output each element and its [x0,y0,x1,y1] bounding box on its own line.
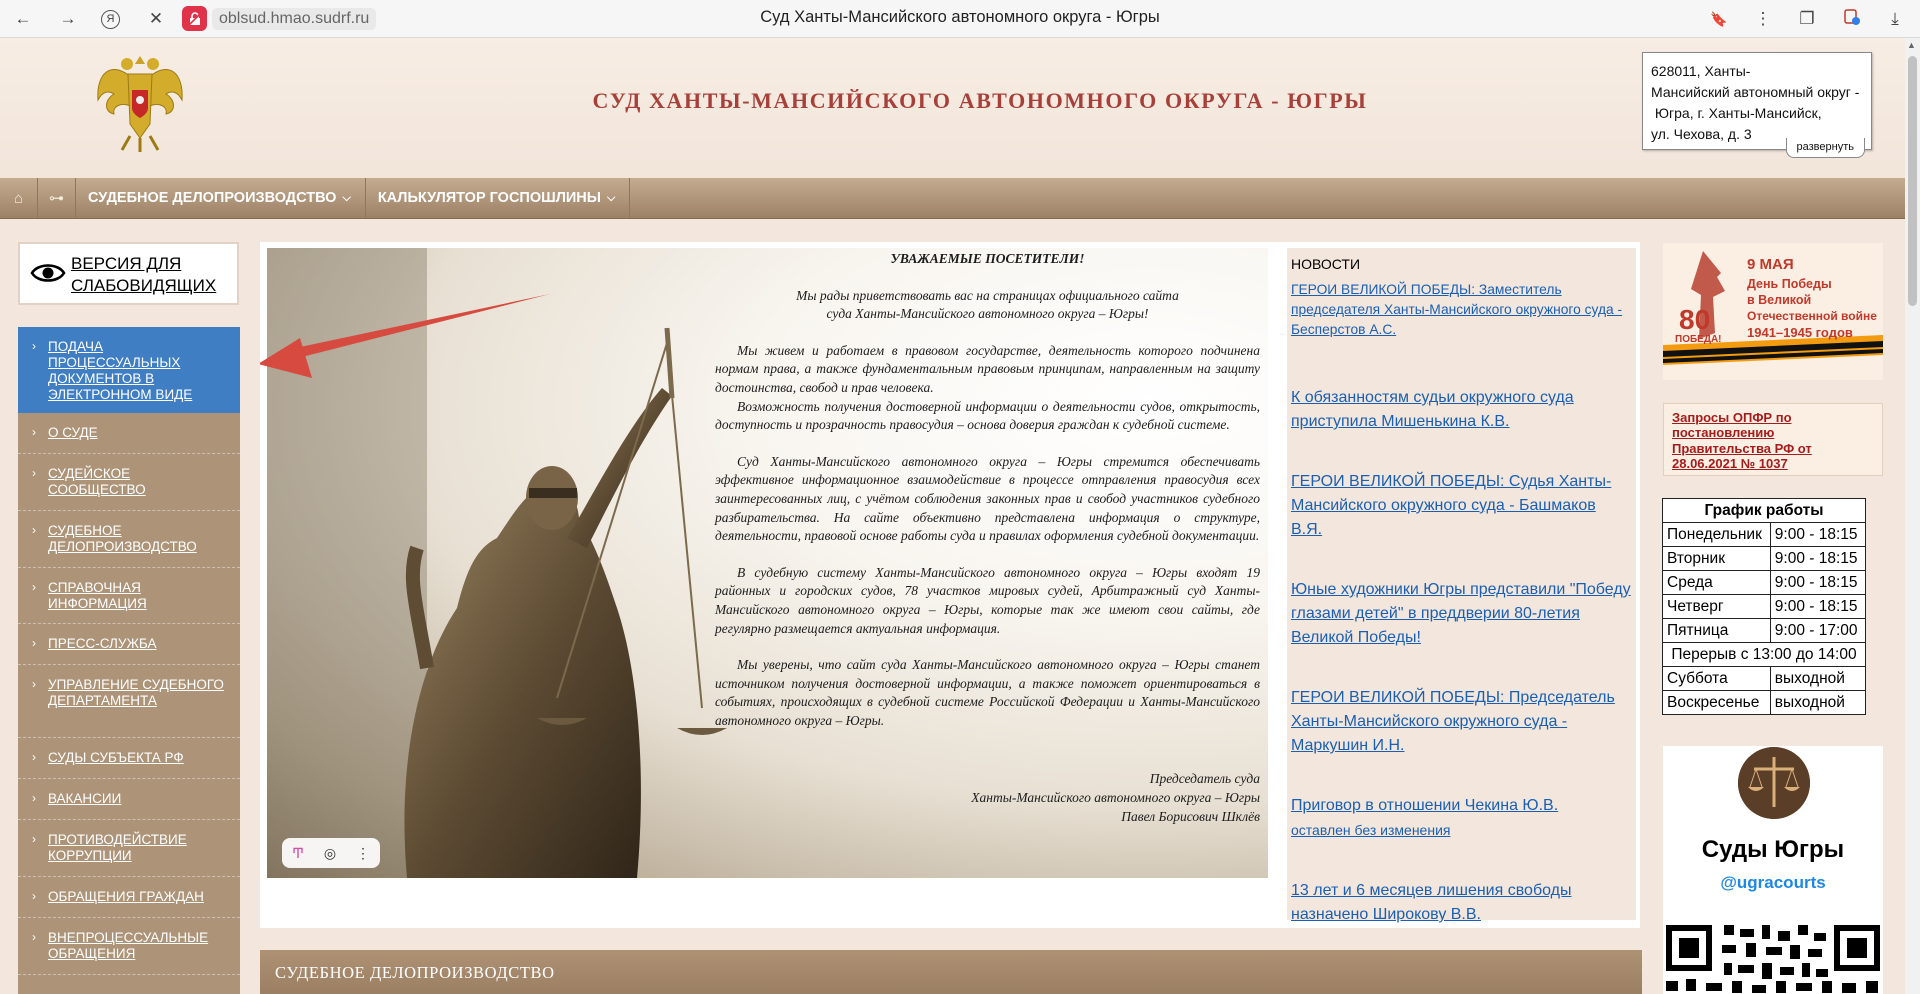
sidebar-item-label[interactable]: СУДЫ СУБЪЕКТА РФ [48,750,184,765]
sidebar-item-vacancies[interactable] [18,779,240,820]
news-item[interactable]: ГЕРОИ ВЕЛИКОЙ ПОБЕДЫ: Заместитель председателя Ханты-Мансийского окружного суда - Бесперстов А.С. [1291,282,1623,337]
victory-line: Отечественной войне [1747,309,1877,323]
social-media-block[interactable] [1663,746,1883,994]
schedule-row [1663,691,1866,715]
sidebar-item-label[interactable]: СПРАВОЧНАЯ ИНФОРМАЦИЯ [48,580,147,611]
chevron-right-icon: › [32,677,36,691]
news-item[interactable]: К обязанностям судьи окружного суда приступила Мишенькина К.В. [1291,389,1574,430]
greeting-welcome: Мы рады приветствовать вас на страницах официального сайта [796,287,1179,303]
main-content [260,242,1640,928]
schedule-hours: 9:00 - 18:15 [1770,523,1865,547]
nav-item-fee-calculator[interactable] [366,178,631,218]
section-title: СУДЕБНОЕ ДЕЛОПРОИЗВОДСТВО [275,963,555,982]
pfr-request-link[interactable]: Запросы ОПФР по постановлению Правительства РФ от 28.06.2021 № 1037 [1672,410,1812,471]
greeting-text [715,250,1260,826]
news-item[interactable]: ГЕРОИ ВЕЛИКОЙ ПОБЕДЫ: Судья Ханты-Мансийского окружного суда - Башмаков В.Я. [1291,473,1612,538]
schedule-day: Пятница [1663,619,1771,643]
sidebar-item-department[interactable] [18,665,240,738]
coat-of-arms-icon [92,50,188,156]
victory-day-banner[interactable] [1663,243,1883,380]
greeting-paragraph: В судебную систему Ханты-Мансийского автономного округа – Югры входят 19 районных и городских судов, 78 участков мировых судей, Арбитражный суд Ханты-Мансийского автономного округа – Югры, которые так же имеют свои сайты, где регулярно размещается актуальная информация. [715,564,1260,636]
scroll-thumb[interactable] [1908,56,1917,306]
sidebar-item-label[interactable]: ВНЕПРОЦЕССУАЛЬНЫЕ ОБРАЩЕНИЯ [48,930,209,961]
sidebar-item-label[interactable]: ПРОТИВОДЕЙСТВИЕ КОРРУПЦИИ [48,832,187,863]
news-item[interactable]: ГЕРОИ ВЕЛИКОЙ ПОБЕДЫ: Председатель Ханты-Мансийского окружного суда - Маркушин И.Н. [1291,689,1615,754]
chevron-right-icon: › [32,832,36,846]
news-block [1287,248,1636,923]
news-item[interactable]: 13 лет и 6 месяцев лишения свободы назначено Широкову В.В. [1291,882,1572,923]
sidebar-item-label[interactable]: ОБРАЩЕНИЯ ГРАЖДАН [48,889,204,904]
schedule-day: Понедельник [1663,523,1771,547]
signature: Председатель суда [1149,771,1260,787]
site-security-icon[interactable] [182,6,207,31]
schedule-hours: 9:00 - 18:15 [1770,547,1865,571]
sidebar-item-proceedings[interactable] [18,511,240,568]
greeting-paragraph: Мы живем и работаем в правовом государстве, деятельность которого подчинена нормам права, а также фундаментальным правовым принципам, направленным на защиту достоинства, свобод и прав человека. [715,342,1260,395]
yandex-icon[interactable]: Я [101,10,120,29]
sidebar-item-label[interactable]: О СУДЕ [48,425,98,440]
browser-toolbar [0,0,1920,38]
sidebar-item-reference[interactable] [18,568,240,624]
schedule-hours: 9:00 - 17:00 [1770,619,1865,643]
greeting-paragraph: Суд Ханты-Мансийского автономного округа – Югры стремится обеспечивать эффективное информационное взаимодействие в процессе отправления правосудия всех заинтересованных лиц, с учётом соблюдения законных прав и свобод участников судебного разбирательства. На сайте объективно представлена информация о структуре, деятельности, правовой основе работы суда и правилах оформления судебной документации. [715,453,1260,544]
page-title: Суд Ханты-Мансийского автономного округа - Югры [760,8,1160,26]
home-icon[interactable]: ⌂ [0,178,38,218]
chevron-right-icon: › [32,523,36,537]
forward-icon[interactable]: → [59,9,77,28]
greeting-heading: УВАЖАЕМЫЕ ПОСЕТИТЕЛИ! [890,251,1085,266]
signature: Ханты-Мансийского автономного округа – Югры [971,790,1260,806]
stop-loading-icon[interactable]: ✕ [148,9,164,28]
address-bar[interactable] [182,6,376,31]
victory-slogan: ПОБЕДА! [1675,334,1722,345]
chevron-right-icon: › [32,791,36,805]
extensions-icon[interactable]: ❐ [1799,9,1815,28]
sidebar-item-label[interactable]: СУДЕБНОЕ ДЕЛОПРОИЗВОДСТВО [48,523,197,554]
news-item-title: Приговор в отношении Чекина Ю.В. [1291,797,1559,814]
schedule-row [1663,667,1866,691]
address-line: Югра, г. Ханты-Мансийск, [1651,105,1822,121]
chevron-right-icon: › [32,750,36,764]
sidebar-item-label[interactable]: УПРАВЛЕНИЕ СУДЕБНОГО ДЕПАРТАМЕНТА [48,677,224,708]
schedule-hours: выходной [1770,691,1865,715]
sidebar-item-label[interactable]: ВАКАНСИИ [48,791,122,806]
sidebar-menu [18,327,240,994]
schedule-day: Вторник [1663,547,1771,571]
menu-icon[interactable]: ⋮ [1754,9,1772,28]
url-text[interactable]: oblsud.hmao.sudrf.ru [212,8,376,30]
chevron-right-icon: › [32,425,36,439]
sidebar-item-label[interactable]: СУДЕЙСКОЕ СООБЩЕСТВО [48,466,146,497]
chevron-right-icon: › [32,930,36,944]
accessibility-label-line: СЛАБОВИДЯЩИХ [71,276,217,295]
victory-line: в Великой [1747,293,1812,307]
address-text [1651,61,1867,145]
schedule-break: Перерыв с 13:00 до 14:00 [1663,643,1866,667]
sidebar-item-about[interactable] [18,413,240,454]
victory-date: 9 МАЯ [1747,256,1794,273]
schedule-day: Воскресенье [1663,691,1771,715]
news-item[interactable] [1291,794,1631,843]
schedule-day: Среда [1663,571,1771,595]
profile-icon[interactable] [1841,8,1863,30]
image-toolbar [282,838,380,868]
schedule-hours: 9:00 - 18:15 [1770,595,1865,619]
signature: Павел Борисович Шклёв [1121,808,1260,824]
social-title: Суды Югры [1701,836,1845,863]
address-line: Мансийский автономный округ - [1651,84,1860,100]
expand-address-button[interactable]: развернуть [1786,138,1865,158]
sidebar-item-anticorruption[interactable] [18,820,240,877]
sidebar-item-label[interactable]: ПРЕСС-СЛУЖБА [48,636,157,651]
red-arrow-annotation [260,242,560,382]
main-nav [0,178,1905,219]
chevron-right-icon: › [32,580,36,594]
sidebar-item-appeals[interactable] [18,877,240,918]
address-line: ул. Чехова, д. 3 [1651,126,1752,142]
pfr-request-block [1663,403,1883,476]
schedule-row [1663,571,1866,595]
schedule-day: Четверг [1663,595,1771,619]
schedule-row [1663,547,1866,571]
victory-banner-image [1663,243,1883,380]
news-item[interactable]: Юные художники Югры представили "Победу глазами детей" в преддверии 80-летия Великой Победы! [1291,581,1631,646]
translate-icon[interactable]: Ͳ [291,844,305,861]
schedule-row [1663,619,1866,643]
scroll-up-icon[interactable]: ▲ [1907,40,1916,50]
sidebar-item-press[interactable] [18,624,240,665]
schedule-hours: выходной [1770,667,1865,691]
nav-item-court-proceedings[interactable] [76,178,366,218]
back-icon[interactable]: ← [14,9,32,28]
news-list [1291,280,1631,963]
nav-item-label: СУДЕБНОЕ ДЕЛОПРОИЗВОДСТВО [88,190,337,206]
nav-item-label: КАЛЬКУЛЯТОР ГОСПОШЛИНЫ [377,190,601,206]
court-name: СУД ХАНТЫ-МАНСИЙСКОГО АВТОНОМНОГО ОКРУГА - ЮГРЫ [592,88,1368,113]
victory-years: 1941–1945 годов [1747,325,1853,340]
accessibility-label[interactable] [71,253,216,297]
schedule-title: График работы [1663,499,1866,523]
sidebar-item-courts[interactable] [18,738,240,779]
camera-icon[interactable]: ◎ [323,844,337,861]
schedule-day: Суббота [1663,667,1771,691]
page-scrollbar[interactable] [1905,38,1920,994]
victory-line: День Победы [1747,277,1832,291]
schedule-row [1663,643,1866,667]
sidebar-item-extraprocedural[interactable] [18,918,240,975]
greeting-welcome: суда Ханты-Мансийского автономного округа – Югры! [826,306,1149,322]
schedule-row [1663,595,1866,619]
sitemap-icon[interactable]: ⊶ [38,178,76,218]
chevron-down-icon: ⌵ [606,191,616,204]
address-line: 628011, Ханты- [1651,63,1751,79]
site-header [0,38,1905,178]
bookmark-icon[interactable]: 🔖 [1710,11,1728,27]
qr-code-icon [1666,925,1880,994]
greeting-paragraph: Возможность получения достоверной информации о деятельности судов, открытость, доступность и прозрачность правосудия – основа доверия граждан к судебной системе. [715,398,1260,433]
victory-number: 80 [1679,304,1711,335]
avatar [1738,747,1810,819]
social-handle[interactable]: @ugracourts [1720,873,1826,892]
chevron-right-icon: › [32,889,36,903]
chevron-down-icon: ⌵ [342,191,351,204]
eye-icon [30,258,66,288]
sidebar-item-electronic-filing[interactable] [18,327,240,413]
chevron-right-icon: › [32,466,36,480]
greeting-paragraph: Мы уверены, что сайт суда Ханты-Мансийского автономного округа – Югры станет источником получения достоверной информации, а также поможет ориентироваться в событиях, происходящих в судебной системе Российской Федерации и Ханты-Мансийского автономного округа – Югры. [715,657,1260,728]
sidebar-item-label[interactable]: ПОДАЧА ПРОЦЕССУАЛЬНЫХ ДОКУМЕНТОВ В ЭЛЕКТРОННОМ ВИДЕ [48,339,193,402]
news-item-subtitle: оставлен без изменения [1291,822,1451,838]
downloads-icon[interactable]: ⤓ [1891,9,1899,28]
sidebar-item-judicial-community[interactable] [18,454,240,511]
address-box [1642,52,1872,153]
section-header [260,950,1642,994]
accessibility-version-link[interactable] [18,242,239,305]
schedule-row [1663,523,1866,547]
news-heading: НОВОСТИ [1291,256,1361,272]
work-schedule-table [1662,498,1866,715]
accessibility-label-line: ВЕРСИЯ ДЛЯ [71,254,182,273]
schedule-hours: 9:00 - 18:15 [1770,571,1865,595]
chevron-right-icon: › [32,636,36,650]
more-icon[interactable]: ⋮ [356,844,371,861]
chevron-right-icon: › [32,339,36,353]
